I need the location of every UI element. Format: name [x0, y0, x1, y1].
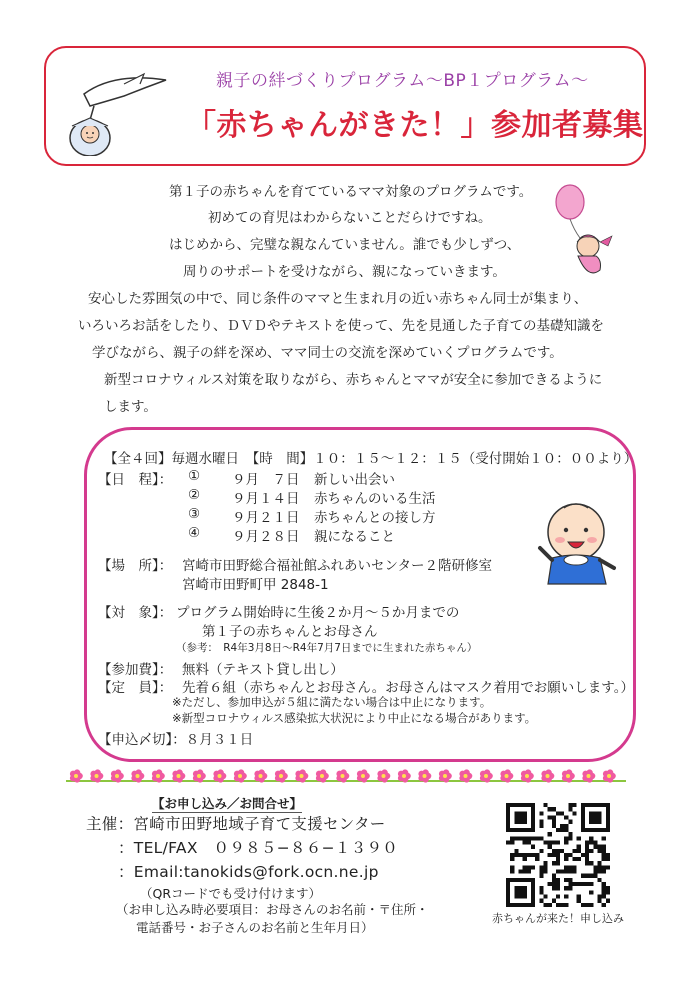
intro-line: 安心した雰囲気の中で、同じ条件のママと生まれ月の近い赤ちゃん同士が集まり、: [88, 291, 588, 307]
balloon-girl-illustration: [548, 182, 618, 282]
session-date: ９月２８日: [232, 529, 300, 545]
session-number: ①: [188, 468, 201, 484]
phone-number[interactable]: ：TEL/FAX ０９８５−８６−１３９０: [118, 839, 399, 857]
session-topic: 赤ちゃんのいる生活: [314, 491, 436, 507]
required-info: （お申し込み時必要項目：お母さんのお名前・〒住所・: [116, 902, 429, 917]
intro-line: 第１子の赤ちゃんを育てているママ対象のプログラムです。: [169, 184, 533, 200]
intro-line: 学びながら、親子の絆を深め、ママ同士の交流を深めていくプログラムです。: [92, 345, 563, 361]
capacity-note: ※ただし、参加申込が５組に満たない場合は中止になります。: [172, 695, 492, 709]
intro-line: 初めての育児はわからないことだらけですね。: [208, 210, 492, 226]
contact-heading: 【お申し込み／お問合せ】: [152, 796, 303, 811]
qr-note: （QRコードでも受け付けます）: [140, 886, 322, 901]
header-banner: [44, 46, 646, 166]
capacity-label: 【定 員】：: [98, 680, 173, 696]
session-number: ③: [188, 506, 201, 522]
deadline: 【申込〆切】：８月３１日: [98, 732, 254, 748]
program-subtitle: 親子の絆づくりプログラム〜BP１プログラム〜: [216, 71, 589, 91]
intro-line: はじめから、完璧な親なんていません。誰でも少しずつ、: [169, 237, 521, 253]
session-topic: 新しい出会い: [314, 472, 395, 488]
session-date: ９月２１日: [232, 510, 300, 526]
session-number: ④: [188, 525, 201, 541]
session-number: ②: [188, 487, 201, 503]
intro-line: します。: [104, 399, 157, 415]
stork-baby-illustration: [54, 66, 174, 156]
baby-illustration: [536, 498, 620, 588]
organizer: 主催：宮崎市田野地域子育て支援センター: [86, 815, 386, 833]
session-topic: 親になること: [314, 529, 395, 545]
capacity-text: 先着６組（赤ちゃんとお母さん。お母さんはマスク着用でお願いします。）: [182, 680, 634, 696]
target-text: プログラム開始時に生後２か月〜５か月までの: [176, 605, 460, 621]
fee-text: 無料（テキスト貸し出し）: [182, 662, 344, 678]
dates-label: 【日 程】：: [98, 472, 173, 488]
intro-line: 新型コロナウィルス対策を取りながら、赤ちゃんとママが安全に参加できるように: [104, 372, 603, 388]
session-date: ９月 ７日: [232, 472, 300, 488]
place-address: 宮崎市田野町甲 2848-1: [182, 577, 329, 593]
intro-line: いろいろお話をしたり、ＤＶＤやテキストを使って、先を見通した子育ての基礎知識を: [78, 318, 604, 334]
fee-label: 【参加費】：: [98, 662, 173, 678]
capacity-note: ※新型コロナウィルス感染拡大状況により中止になる場合があります。: [172, 711, 537, 725]
schedule-summary: 【全４回】毎週水曜日 【時 間】１０：１５〜１２：１５（受付開始１０：００より）: [104, 451, 638, 467]
qr-code[interactable]: [506, 803, 610, 907]
page-title: 「赤ちゃんがきた！」参加者募集: [186, 108, 644, 143]
session-date: ９月１４日: [232, 491, 300, 507]
email-address[interactable]: ：Email:tanokids@fork.ocn.ne.jp: [118, 863, 379, 881]
target-note: （参考： R4年3月8日〜R4年7月7日までに生まれた赤ちゃん）: [176, 642, 478, 654]
target-label: 【対 象】：: [98, 605, 173, 621]
target-text: 第１子の赤ちゃんとお母さん: [202, 624, 378, 640]
place-name: 宮崎市田野総合福祉館ふれあいセンター２階研修室: [182, 558, 492, 574]
place-label: 【場 所】：: [98, 558, 173, 574]
flower-divider: [66, 768, 626, 786]
qr-caption: 赤ちゃんが来た！申し込み: [492, 912, 624, 925]
required-info: 電話番号・お子さんのお名前と生年月日）: [136, 920, 374, 935]
intro-line: 周りのサポートを受けながら、親になっていきます。: [183, 264, 506, 280]
session-topic: 赤ちゃんとの接し方: [314, 510, 436, 526]
